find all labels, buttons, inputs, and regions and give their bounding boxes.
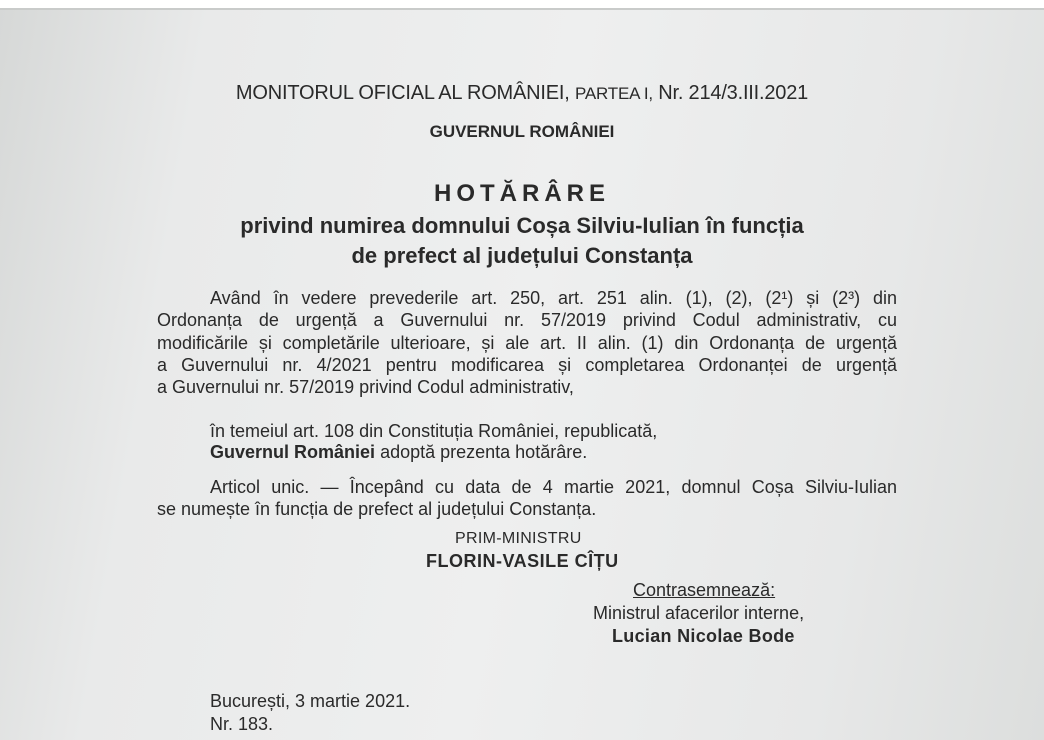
document-title-line-2: de prefect al județului Constanța [351,243,693,268]
preamble-line: modificările și completările ulterioare, și ale art. II alin. (1) din Ordonanța de urgență [157,332,897,353]
document-title-line-1: privind numirea domnului Coșa Silviu-Iulian în funcția [240,213,804,238]
adoption-rest: adoptă prezenta hotărâre. [380,442,588,462]
preamble-line: a Guvernului nr. 57/2019 privind Codul administrativ, [157,377,574,398]
single-article [157,476,897,521]
issuer-heading: GUVERNUL ROMÂNIEI [429,122,615,141]
adoption-subject: Guvernul României [210,442,376,462]
article-line: Articol unic. — Începând cu data de 4 martie 2021, domnul Coșa Silviu-Iulian [210,477,897,497]
minister-role: Ministrul afacerilor interne, [593,603,805,623]
gazette-title: MONITORUL OFICIAL AL ROMÂNIEI, [235,82,570,104]
prime-minister-role: PRIM-MINISTRU [455,530,582,547]
preamble-paragraph [157,287,897,398]
preamble-line: Ordonanța de urgență a Guvernului nr. 57/2019 privind Codul administrativ, cu [157,310,897,331]
minister-name: Lucian Nicolae Bode [612,626,795,646]
page-top-shadow [0,8,1044,10]
preamble-line: a Guvernului nr. 4/2021 pentru modificarea și completarea Ordonanței de urgență [157,354,897,375]
gazette-header [0,82,1044,105]
gazette-issue: Nr. 214/3.III.2021 [658,82,809,104]
gazette-part: PARTEA I, [574,84,653,103]
article-line: se numește în funcția de prefect al județului Constanța. [157,499,597,520]
prime-minister-name: FLORIN-VASILE CÎȚU [426,551,619,571]
document-type: HOTĂRÂRE [434,180,610,207]
place-and-date: București, 3 martie 2021. [210,691,411,711]
adoption-statement [210,441,587,463]
preamble-line: Având în vedere prevederile art. 250, art. 251 alin. (1), (2), (2¹) și (2³) din [210,288,897,308]
countersign-label: Contrasemnează: [633,580,776,600]
legal-basis-line: în temeiul art. 108 din Constituția României, republicată, [210,421,658,441]
document-number: Nr. 183. [210,714,274,734]
page-top-edge [0,0,1044,8]
